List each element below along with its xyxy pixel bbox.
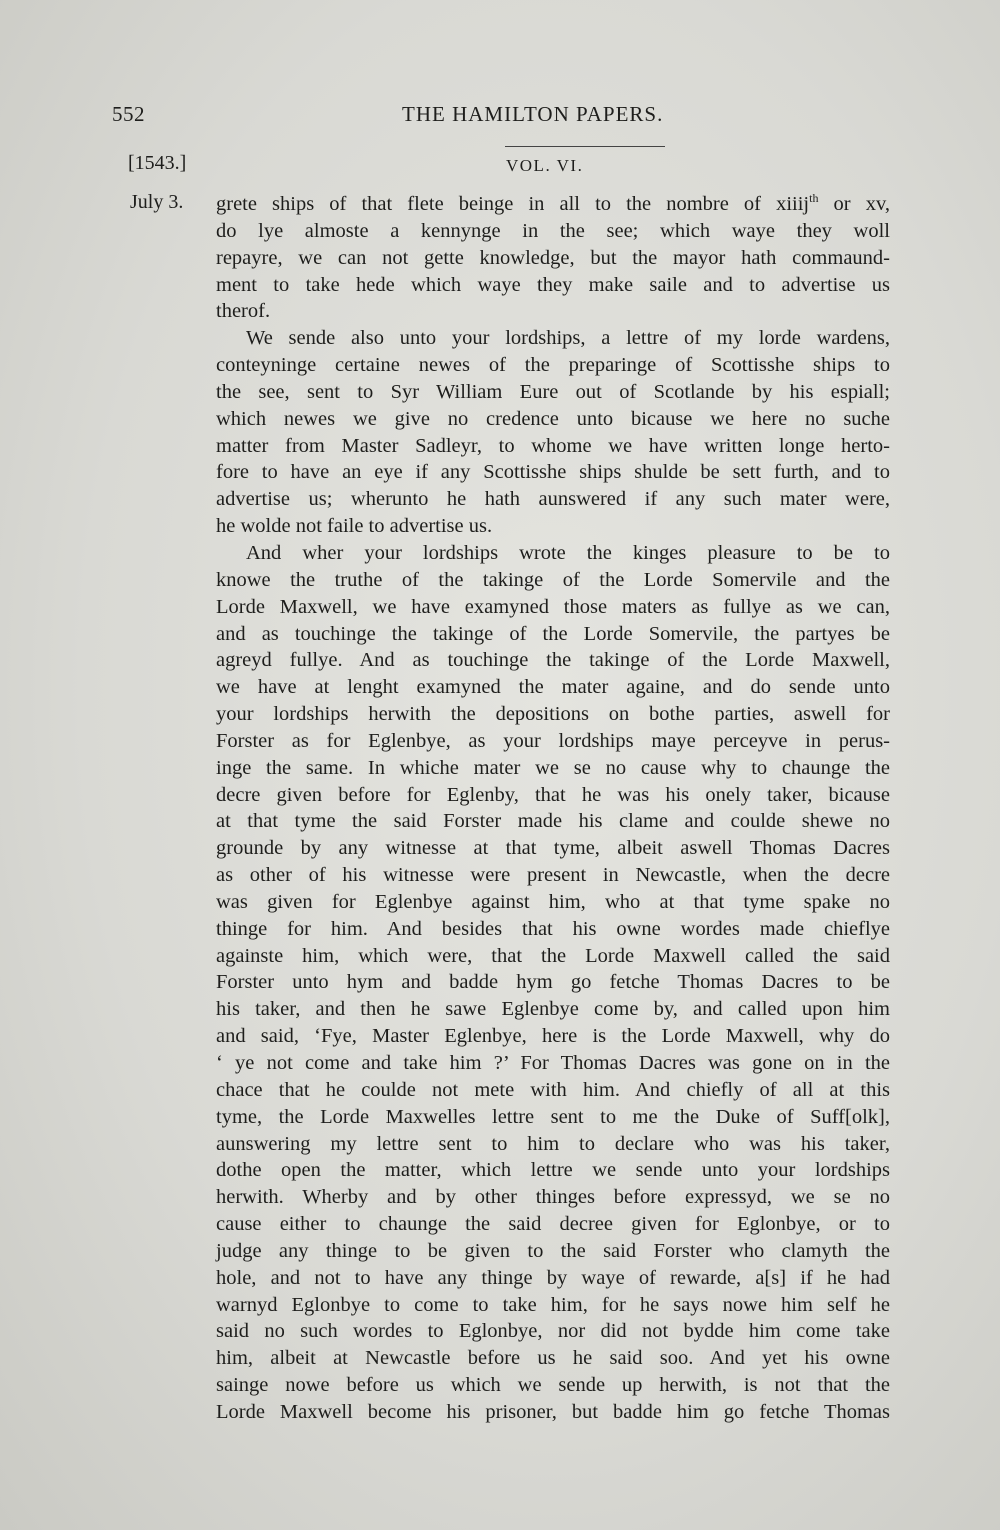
text-line: Forster unto hym and badde hym go fetche Thomas Dacres to be [216,971,890,994]
text-line: inge the same. In whiche mater we se no cause why to chaunge the [216,756,890,779]
header-rule [505,146,665,147]
page-number: 552 [112,102,145,126]
text-line: do lye almoste a kennynge in the see; which waye they woll [216,219,890,242]
text-line: agreyd fullye. And as touchinge the takinge of the Lorde Maxwell, [216,649,890,672]
text-line: fore to have an eye if any Scottisshe ships shulde be sett furth, and to [216,461,890,484]
text-line: the see, sent to Syr William Eure out of Scotlande by his espiall; [216,380,890,403]
text-line: chace that he coulde not mete with him. And chiefly of all at this [216,1078,890,1101]
text-line: judge any thinge to be given to the said Forster who clamyth the [216,1239,890,1262]
text-line: advertise us; wherunto he hath aunswered if any such mater were, [216,488,890,511]
text-line: Forster as for Eglenbye, as your lordships maye perceyve in perus- [216,729,890,752]
text-line: was given for Eglenbye against him, who at that tyme spake no [216,890,890,913]
text-line: knowe the truthe of the takinge of the Lorde Somervile and the [216,568,890,591]
text-line: therof. [216,300,271,323]
text-line: againste him, which were, that the Lorde Maxwell called the said [216,944,890,967]
text-line: tyme, the Lorde Maxwelles lettre sent to me the Duke of Suff[olk], [216,1105,890,1128]
text-line: ‘ ye not come and take him ?’ For Thomas Dacres was gone on in the [216,1052,890,1074]
text-line: decre given before for Eglenby, that he was his onely taker, bicause [216,783,890,806]
text-line: warnyd Eglonbye to come to take him, for he says nowe him self he [216,1293,890,1316]
text-line: grounde by any witnesse at that tyme, albeit aswell Thomas Dacres [216,837,890,860]
text-line: conteyninge certaine newes of the preparinge of Scottisshe ships to [216,354,890,377]
text-line: And wher your lordships wrote the kinges pleasure to be to [246,541,890,564]
margin-date: July 3. [130,191,184,213]
page-header [112,102,880,142]
text-line: herwith. Wherby and by other thinges before expressyd, we se no [216,1186,890,1209]
superscript: th [809,191,819,206]
text-line: said no such wordes to Eglonbye, nor did not bydde him come take [216,1320,890,1343]
text-line: aunswering my lettre sent to him to declare who was his taker, [216,1132,890,1155]
running-title: THE HAMILTON PAPERS. [402,102,664,126]
volume-label: VOL. VI. [506,156,584,175]
text-line: which newes we give no credence unto bicause we here no suche [216,407,890,430]
text-line [216,191,890,218]
text-line: him, albeit at Newcastle before us he said soo. And yet his owne [216,1347,890,1370]
text-line: hole, and not to have any thinge by waye of rewarde, a[s] if he had [216,1266,890,1289]
text-line: Lorde Maxwell, we have examyned those maters as fullye as we can, [216,595,890,618]
text-line: dothe open the matter, which lettre we sende unto your lordships [216,1159,890,1182]
text-line: sainge nowe before us which we sende up herwith, is not that the [216,1374,890,1397]
text-line: repayre, we can not gette knowledge, but the mayor hath commaund- [216,246,890,269]
text-line: his taker, and then he sawe Eglenbye come by, and called upon him [216,998,890,1021]
text-line-part: or xv, [818,193,890,215]
text-line: thinge for him. And besides that his owne wordes made chieflye [216,917,890,940]
text-line: Lorde Maxwell become his prisoner, but badde him go fetche Thomas [216,1400,890,1423]
body-text [216,191,890,1426]
text-line: matter from Master Sadleyr, to whome we have written longe herto- [216,434,890,457]
text-line-part: grete ships of that flete beinge in all to the nombre of xiiij [216,193,810,215]
text-line: We sende also unto your lordships, a lettre of my lorde wardens, [246,327,890,350]
text-line: cause either to chaunge the said decree given for Eglonbye, or to [216,1213,890,1236]
text-line: as other of his witnesse were present in Newcastle, when the decre [216,864,890,887]
text-line: and as touchinge the takinge of the Lorde Somervile, the partyes be [216,622,890,645]
text-line: he wolde not faile to advertise us. [216,515,493,538]
text-line: we have at lenght examyned the mater againe, and do sende unto [216,676,890,699]
text-line: ment to take hede which waye they make saile and to advertise us [216,273,890,296]
text-line: at that tyme the said Forster made his clame and coulde shewe no [216,810,890,833]
text-line: your lordships herwith the depositions on bothe parties, aswell for [216,703,890,726]
text-line: and said, ‘Fye, Master Eglenbye, here is the Lorde Maxwell, why do [216,1025,890,1048]
year-marker: [1543.] [128,152,187,174]
